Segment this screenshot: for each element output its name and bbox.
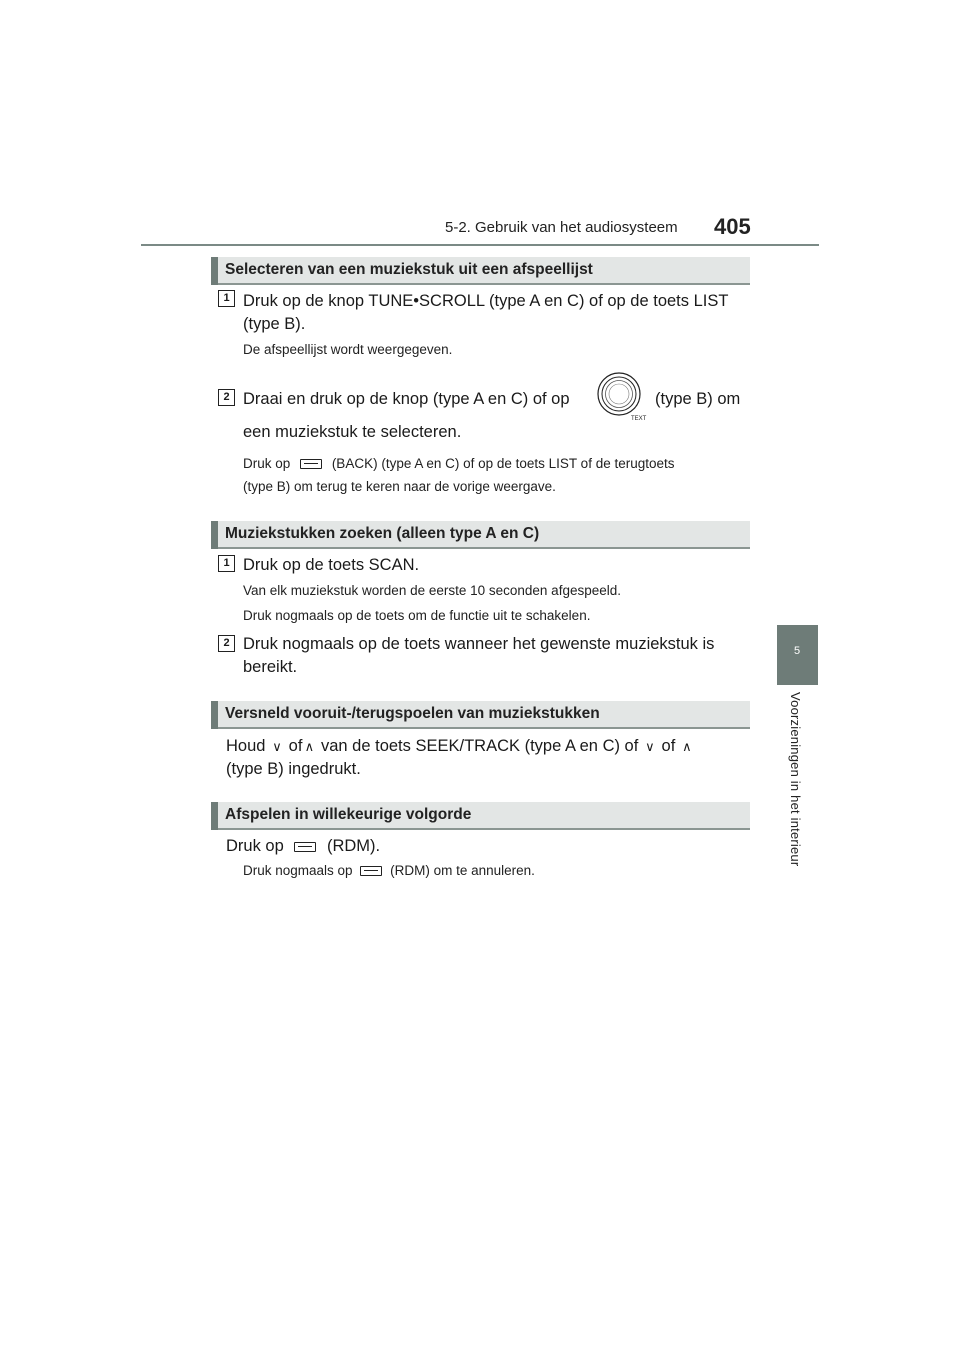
section-title: Selecteren van een muziekstuk uit een afspeellijst (225, 261, 593, 278)
step-number: 2 (218, 635, 235, 652)
step-number: 1 (218, 555, 235, 572)
body-text: Houd ∨ of ∧ van de toets SEEK/TRACK (type A en C) of ∨ of ∧ (226, 734, 694, 759)
step-note: De afspeellijst wordt weergegeven. (243, 342, 453, 357)
body-text-continued: (type B) ingedrukt. (226, 760, 361, 778)
svg-text:TEXT: TEXT (631, 416, 647, 422)
header-divider (141, 244, 819, 246)
step-text-continued: (type B). (243, 315, 306, 333)
section-heading-seek (211, 701, 750, 729)
tune-knob-icon (595, 370, 647, 422)
step-note: Druk op (BACK) (type A en C) of op de toets LIST of de terugtoets (243, 456, 675, 471)
section-heading-scan (211, 521, 750, 549)
seek-down-icon: ∨ (272, 739, 282, 754)
section-heading-playlist (211, 257, 750, 285)
section-heading-random (211, 802, 750, 830)
step-text-continued: bereikt. (243, 658, 298, 676)
step-text-continued: een muziekstuk te selecteren. (243, 423, 462, 441)
section-title: Versneld vooruit-/terugspoelen van muziekstukken (225, 705, 600, 722)
step-text: Druk op de toets SCAN. (243, 556, 420, 574)
chapter-title: Voorzieningen in het interieur (788, 692, 803, 867)
seek-down-icon: ∨ (645, 739, 655, 754)
step-text: Druk op de knop TUNE•SCROLL (type A en C) of op de toets LIST (243, 292, 729, 310)
step-note: Van elk muziekstuk worden de eerste 10 seconden afgespeeld. (243, 583, 621, 598)
section-title: Afspelen in willekeurige volgorde (225, 806, 472, 823)
step-number: 2 (218, 389, 235, 406)
section-title: Muziekstukken zoeken (alleen type A en C) (225, 525, 540, 542)
step-note-continued: (type B) om terug te keren naar de vorige weergave. (243, 479, 556, 494)
preset-button-icon (300, 459, 322, 469)
step-text: Druk nogmaals op de toets wanneer het gewenste muziekstuk is (243, 635, 715, 653)
body-text: Druk op (RDM). (226, 837, 381, 855)
preset-button-icon (294, 842, 316, 852)
step-note: Druk nogmaals op de toets om de functie uit te schakelen. (243, 608, 591, 623)
seek-up-icon: ∧ (304, 739, 315, 754)
chapter-number: 5 (793, 645, 801, 657)
seek-up-icon: ∧ (682, 739, 692, 754)
step-number: 1 (218, 290, 235, 307)
body-note: Druk nogmaals op (RDM) om te annuleren. (243, 863, 535, 878)
step-text: (type B) om (655, 390, 741, 408)
preset-button-icon (360, 866, 382, 876)
step-text: Draai en druk op de knop (type A en C) of op (243, 390, 570, 408)
running-header: 5-2. Gebruik van het audiosysteem (445, 219, 678, 236)
page-number: 405 (714, 214, 751, 239)
